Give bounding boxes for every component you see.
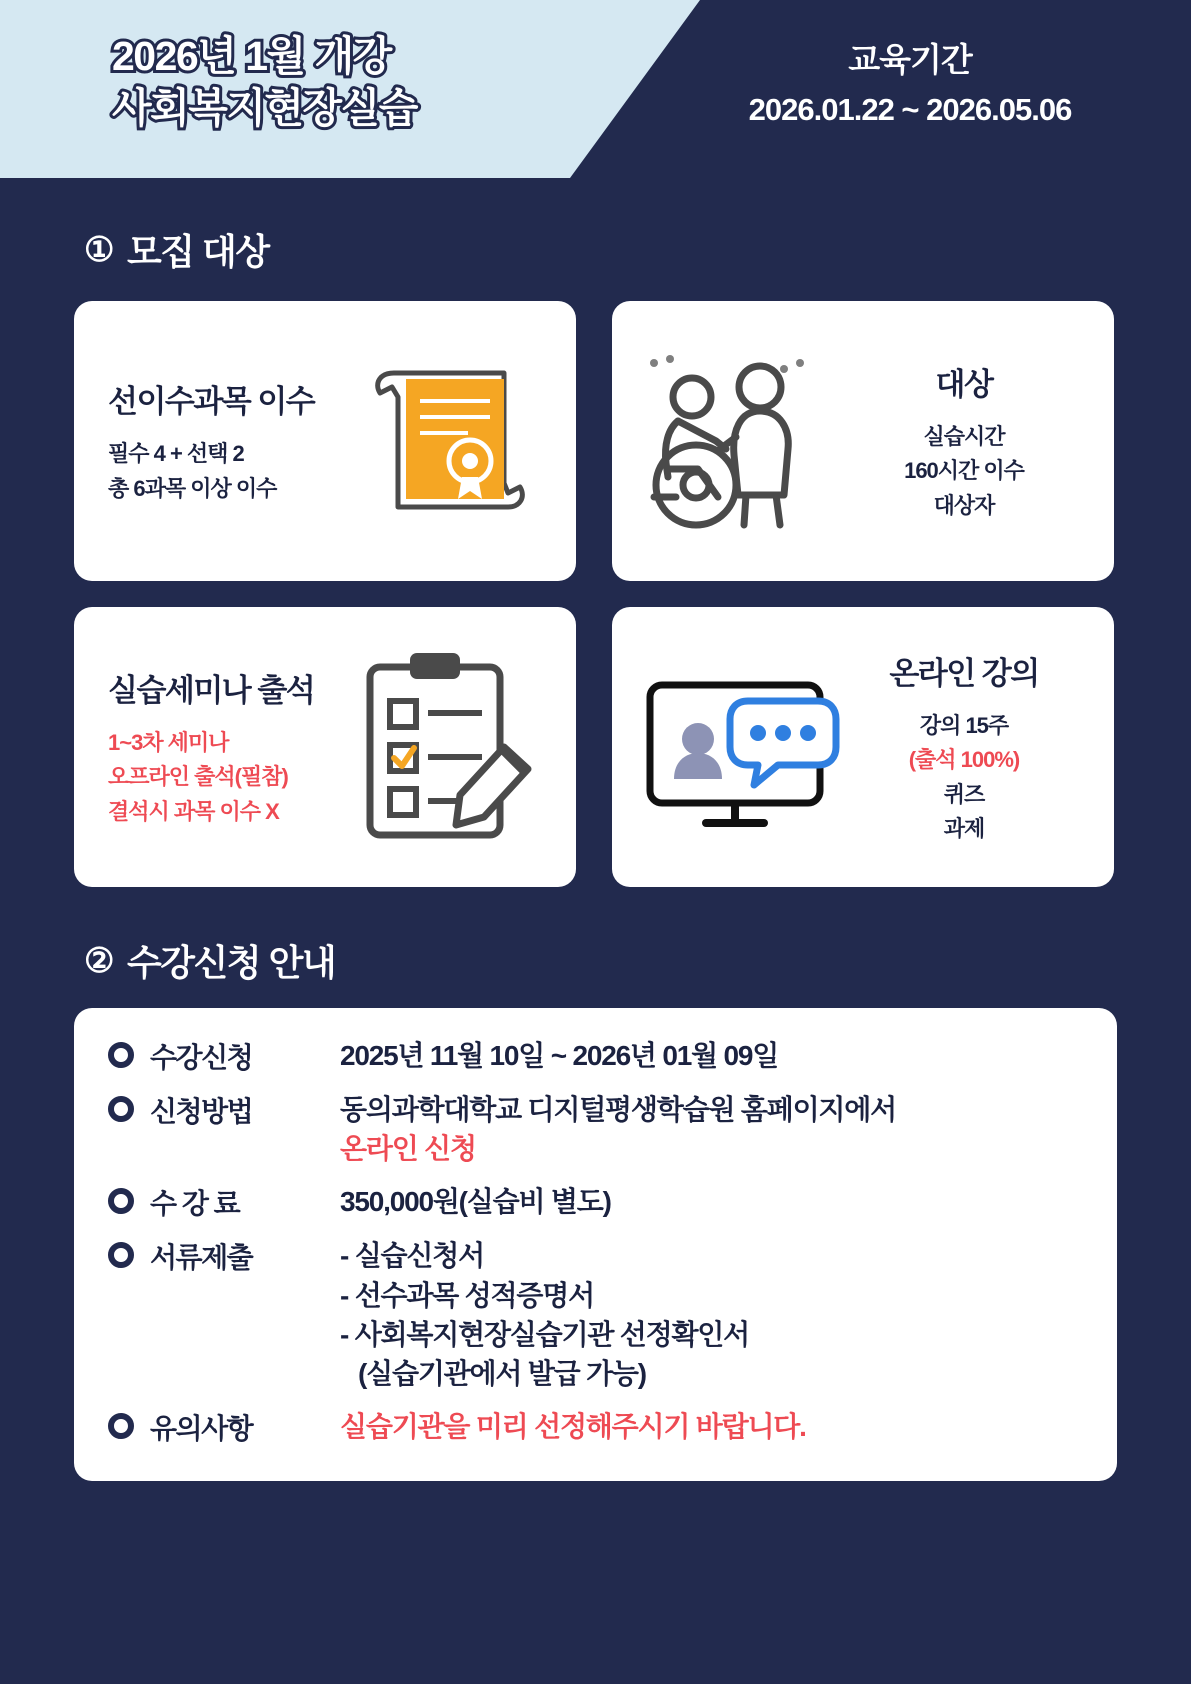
- card-target-line3: 대상자: [933, 492, 995, 518]
- card-prerequisite-line1: 필수 4 + 선택 2: [108, 441, 244, 467]
- info-label-documents: 서류제출: [150, 1242, 253, 1274]
- info-value-registration-period: 2025년 11월 10일 ~ 2026년 01월 09일: [340, 1040, 779, 1071]
- info-label-registration-period: 수강신청: [150, 1042, 253, 1073]
- card-online-lecture: [612, 607, 1114, 887]
- scroll-certificate-icon: [358, 357, 548, 532]
- bullet-icon: [108, 1242, 134, 1268]
- info-label-application-method: 신청방법: [150, 1096, 253, 1127]
- page-title-line2: 사회복지현장실습: [112, 85, 417, 132]
- bullet-icon: [108, 1096, 134, 1122]
- bullet-icon: [108, 1042, 134, 1068]
- card-target-line1: 실습시간: [923, 424, 1005, 450]
- info-value-documents-2: - 선수과목 성적증명서: [340, 1279, 594, 1311]
- card-target-lines: [844, 420, 1084, 522]
- info-row-application-method: [108, 1090, 1083, 1168]
- card-seminar-line1: 1~3차 세미나: [108, 730, 229, 756]
- info-value-tuition: 350,000원(실습비 별도): [340, 1186, 611, 1218]
- card-seminar-lines: [108, 726, 354, 828]
- monitor-chat-icon: [642, 665, 852, 850]
- card-target-heading: 대상: [935, 367, 993, 403]
- card-prerequisite-line2: 총 6과목 이상 이수: [108, 475, 277, 501]
- requirement-card-grid: [74, 301, 1117, 887]
- card-online-heading: 온라인 강의: [889, 656, 1039, 692]
- education-period-value: 2026.01.22 ~ 2026.05.06: [748, 92, 1072, 127]
- info-value-documents-1: - 실습신청서: [340, 1240, 484, 1272]
- card-online-line4: 과제: [943, 815, 985, 841]
- education-period: [660, 34, 1160, 128]
- info-value-application-method-highlight: 온라인 신청: [340, 1133, 476, 1165]
- info-label-notice: 유의사항: [150, 1413, 253, 1445]
- bullet-icon: [108, 1413, 134, 1439]
- section-1-label: 모집 대상: [126, 231, 269, 272]
- education-period-label: 교육기간: [848, 41, 972, 78]
- section-1-title: [74, 224, 1117, 275]
- card-seminar-text: [74, 665, 354, 828]
- card-online-line2: (출석 100%): [908, 747, 1020, 773]
- info-row-tuition: [108, 1182, 1083, 1222]
- section-1-number: ①: [84, 230, 113, 269]
- page-title: [112, 30, 417, 135]
- info-value-application-method-main: 동의과학대학교 디지털평생학습원 홈페이지에서: [340, 1094, 896, 1125]
- card-online-line1: 강의 15주: [919, 713, 1009, 739]
- card-seminar-line2: 오프라인 출석(필참): [108, 764, 288, 790]
- wheelchair-caregiver-icon: [634, 345, 834, 540]
- card-prerequisite-lines: [108, 437, 354, 505]
- card-target-text: [844, 359, 1114, 522]
- info-value-documents: [340, 1236, 749, 1393]
- page-title-line1: 2026년 1월 개강: [112, 33, 391, 79]
- card-target-audience: [612, 301, 1114, 581]
- bullet-icon: [108, 1188, 134, 1214]
- info-row-notice: [108, 1407, 1083, 1447]
- clipboard-checklist-icon: [352, 647, 542, 852]
- card-prerequisite-heading: 선이수과목 이수: [108, 384, 315, 420]
- card-target-line2: 160시간 이수: [904, 458, 1024, 484]
- info-value-documents-4: (실습기관에서 발급 가능): [358, 1357, 646, 1389]
- info-label-tuition: 수 강 료: [150, 1188, 240, 1220]
- card-online-text: [844, 648, 1114, 845]
- header-banner: [0, 0, 1191, 178]
- info-value-documents-3: - 사회복지현장실습기관 선정확인서: [340, 1318, 750, 1350]
- info-row-documents: [108, 1236, 1083, 1393]
- info-value-application-method: [340, 1090, 896, 1168]
- card-prerequisite-courses: [74, 301, 576, 581]
- info-row-registration-period: [108, 1036, 1083, 1076]
- card-online-lines: [844, 709, 1084, 845]
- section-2-number: ②: [84, 941, 113, 980]
- info-value-notice: 실습기관을 미리 선정해주시기 바랍니다.: [340, 1411, 806, 1443]
- registration-info-panel: [74, 1008, 1117, 1481]
- card-seminar-attendance: [74, 607, 576, 887]
- card-prerequisite-text: [74, 376, 354, 505]
- card-online-line3: 퀴즈: [943, 781, 985, 807]
- section-2-label: 수강신청 안내: [126, 942, 336, 983]
- card-seminar-heading: 실습세미나 출석: [108, 673, 315, 709]
- section-2-title: [74, 935, 1117, 986]
- card-seminar-line3: 결석시 과목 이수 X: [108, 798, 279, 824]
